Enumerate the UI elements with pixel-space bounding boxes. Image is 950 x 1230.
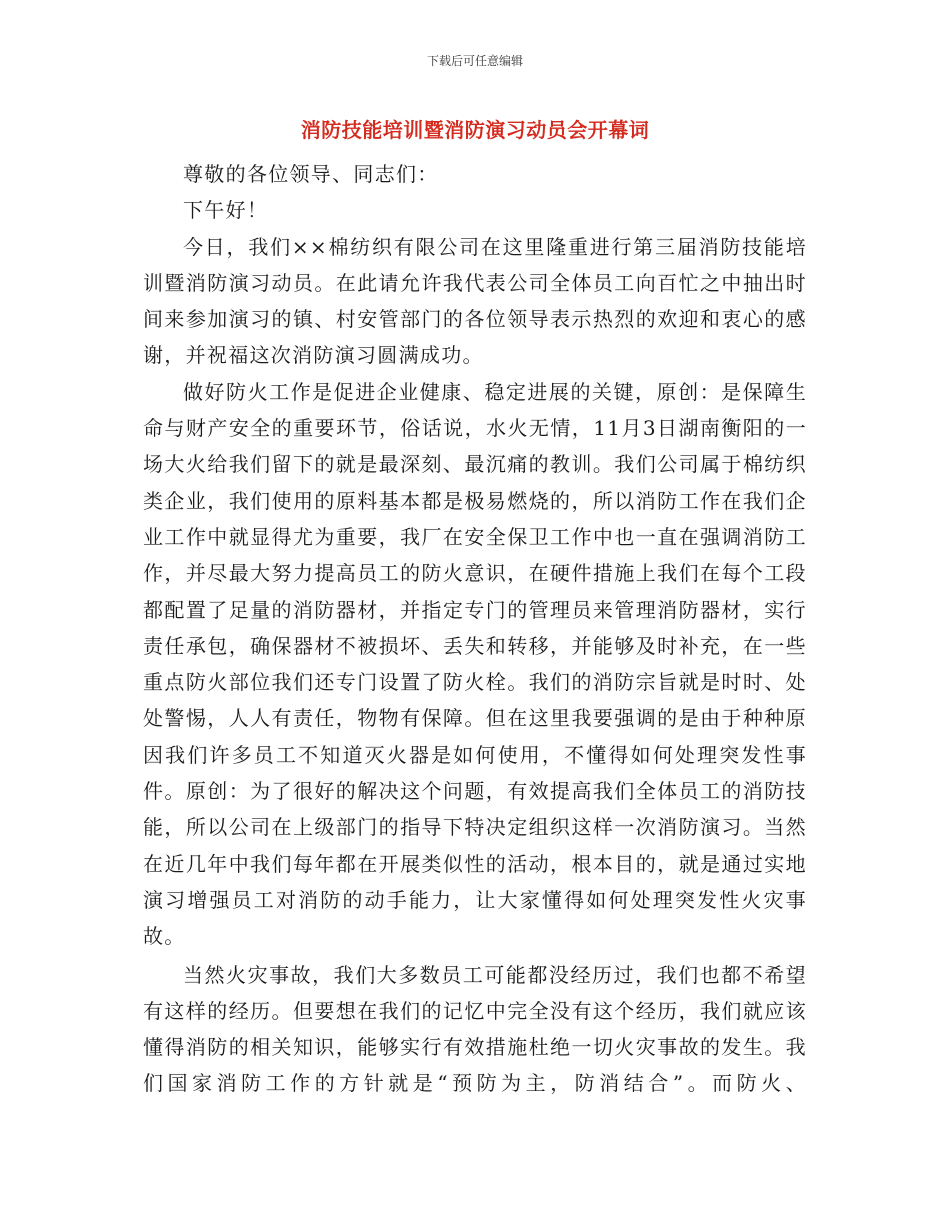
body-paragraph: 当然火灾事故，我们大多数员工可能都没经历过，我们也都不希望有这样的经历。但要想在我们的记忆中完全没有这个经历，我们就应该懂得消防的相关知识，能够实行有效措施杜绝一切火灾事故的发生。我们国家消防工作的方针就是“预防为主，防消结合”。而防火、 [143,962,807,1096]
document-title: 消防技能培训暨消防演习动员会开幕词 [300,118,650,142]
greeting: 下午好！ [183,198,269,223]
body-paragraph: 做好防火工作是促进企业健康、稳定进展的关键，原创：是保障生命与财产安全的重要环节，俗话说，水火无情，11月3日湖南衡阳的一场大火给我们留下的就是最深刻、最沉痛的教训。我们公司属于棉纺织类企业，我们使用的原料基本都是极易燃烧的，所以消防工作在我们企业工作中就显得尤为重要，我厂在安全保卫工作中也一直在强调消防工作，并尽最大努力提高员工的防火意识，在硬件措施上我们在每个工段都配置了足量的消防器材，并指定专门的管理员来管理消防器材，实行责任承包，确保器材不被损坏、丢失和转移，并能够及时补充，在一些重点防火部位我们还专门设置了防火栓。我们的消防宗旨就是时时、处处警惕，人人有责任，物物有保障。但在这里我要强调的是由于种种原因我们许多员工不知道灭火器是如何使用，不懂得如何处理突发性事件。原创：为了很好的解决这个问题，有效提高我们全体员工的消防技能，所以公司在上级部门的指导下特决定组织这样一次消防演习。当然在近几年中我们每年都在开展类似性的活动，根本目的，就是通过实地演习增强员工对消防的动手能力，让大家懂得如何处理突发性火灾事故。 [143,379,807,949]
salutation: 尊敬的各位领导、同志们： [183,162,439,186]
document-body [143,156,807,1102]
body-paragraph: 今日，我们××棉纺织有限公司在这里隆重进行第三届消防技能培训暨消防演习动员。在此请允许我代表公司全体员工向百忙之中抽出时间来参加演习的镇、村安管部门的各位领导表示热烈的欢迎和衷心的感谢，并祝福这次消防演习圆满成功。 [143,234,807,368]
header-note: 下载后可任意编辑 [426,54,523,68]
